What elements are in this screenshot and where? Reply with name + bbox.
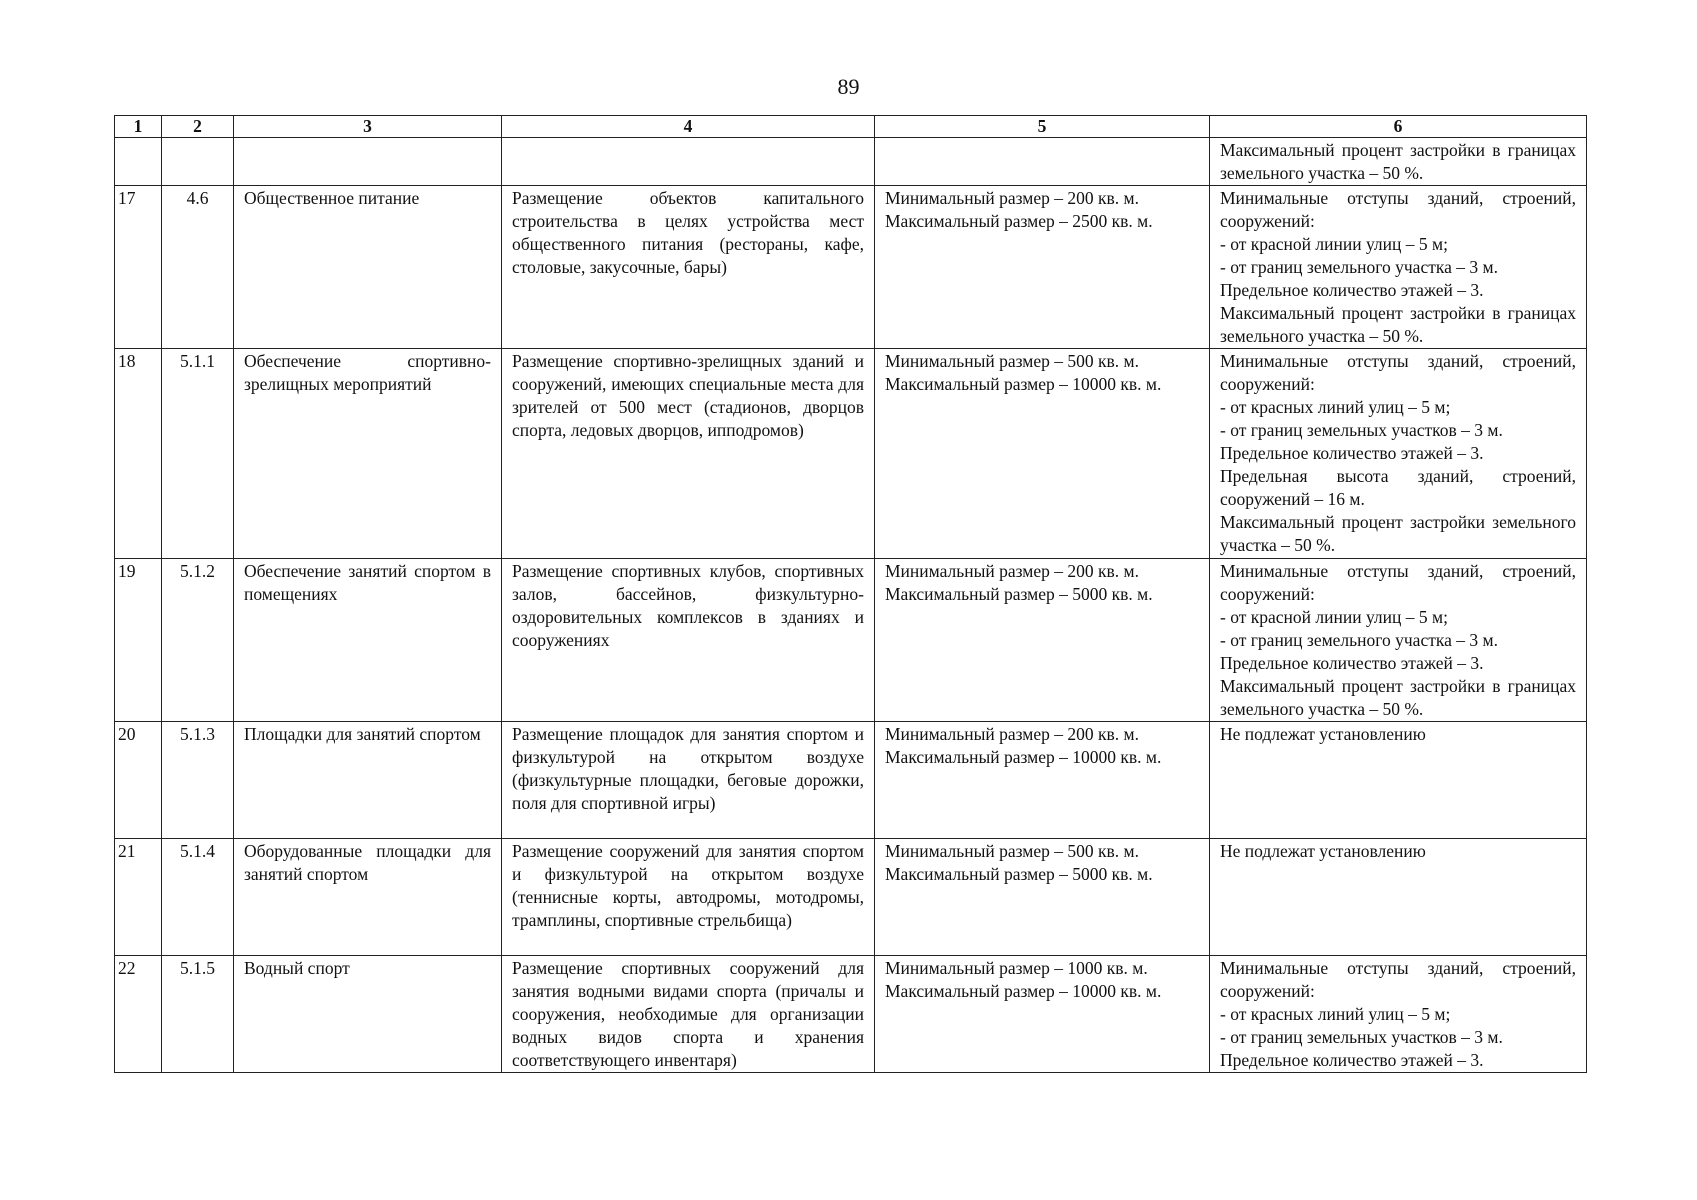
build-param-line: Не подлежат установлению — [1220, 841, 1426, 861]
build-param-line: Предельное количество этажей – 3. — [1220, 1050, 1484, 1070]
use-name-cell — [234, 138, 502, 186]
plot-size-line: Максимальный размер – 10000 кв. м. — [885, 374, 1162, 394]
plot-size-line: Минимальный размер – 500 кв. м. — [885, 351, 1139, 371]
row-number-cell: 21 — [115, 839, 162, 956]
build-params-cell — [1210, 956, 1587, 1073]
build-param-line: Минимальные отступы зданий, строений, сооружений: — [1220, 188, 1576, 231]
build-param-line: - от границ земельного участка – 3 м. — [1220, 630, 1498, 650]
use-name-cell: Обеспечение занятий спортом в помещениях — [234, 559, 502, 722]
table-row — [115, 559, 1587, 722]
build-param-line: - от границ земельных участков – 3 м. — [1220, 1027, 1503, 1047]
plot-size-cell — [875, 722, 1210, 839]
plot-size-cell — [875, 956, 1210, 1073]
build-param-line: - от красной линии улиц – 5 м; — [1220, 234, 1448, 254]
build-param-line: Предельное количество этажей – 3. — [1220, 280, 1484, 300]
use-code-cell: 5.1.5 — [162, 956, 234, 1073]
build-param-line: - от границ земельного участка – 3 м. — [1220, 257, 1498, 277]
use-description-cell: Размещение спортивно-зрелищных зданий и сооружений, имеющих специальные места для зрителей от 500 мест (стадионов, дворцов спорта, ледовых дворцов, ипподромов) — [502, 349, 875, 559]
build-param-line: Не подлежат установлению — [1220, 724, 1426, 744]
row-number-cell: 22 — [115, 956, 162, 1073]
build-param-line: - от красных линий улиц – 5 м; — [1220, 397, 1451, 417]
use-description-cell: Размещение спортивных клубов, спортивных залов, бассейнов, физкультурно-оздоровительных комплексов в зданиях и сооружениях — [502, 559, 875, 722]
plot-size-line: Минимальный размер – 200 кв. м. — [885, 724, 1139, 744]
table-row — [115, 186, 1587, 349]
build-param-line: Предельное количество этажей – 3. — [1220, 653, 1484, 673]
build-params-cell — [1210, 138, 1587, 186]
plot-size-cell — [875, 138, 1210, 186]
build-param-line: Предельная высота зданий, строений, сооружений – 16 м. — [1220, 466, 1576, 509]
build-param-line: - от красной линии улиц – 5 м; — [1220, 607, 1448, 627]
build-param-line: Максимальный процент застройки земельного участка – 50 %. — [1220, 512, 1576, 555]
plot-size-line: Минимальный размер – 500 кв. м. — [885, 841, 1139, 861]
plot-size-cell — [875, 559, 1210, 722]
table-row — [115, 138, 1587, 186]
build-param-line: Минимальные отступы зданий, строений, сооружений: — [1220, 561, 1576, 604]
use-description-cell: Размещение сооружений для занятия спортом и физкультурой на открытом воздухе (теннисные корты, автодромы, мотодромы, трамплины, спортивные стрельбища) — [502, 839, 875, 956]
header-cell: 3 — [234, 116, 502, 138]
use-name-cell: Площадки для занятий спортом — [234, 722, 502, 839]
use-name-cell: Обеспечение спортивно-зрелищных мероприятий — [234, 349, 502, 559]
build-param-line: Максимальный процент застройки в границах земельного участка – 50 %. — [1220, 676, 1576, 719]
table-row — [115, 956, 1587, 1073]
use-code-cell: 5.1.2 — [162, 559, 234, 722]
header-cell: 5 — [875, 116, 1210, 138]
header-cell: 6 — [1210, 116, 1587, 138]
row-number-cell: 17 — [115, 186, 162, 349]
build-param-line: Предельное количество этажей – 3. — [1220, 443, 1484, 463]
build-param-line: Максимальный процент застройки в границах земельного участка – 50 %. — [1220, 303, 1576, 346]
table-row — [115, 722, 1587, 839]
table-row — [115, 349, 1587, 559]
plot-size-line: Максимальный размер – 2500 кв. м. — [885, 211, 1153, 231]
build-params-cell — [1210, 349, 1587, 559]
row-number-cell: 18 — [115, 349, 162, 559]
header-cell: 1 — [115, 116, 162, 138]
use-description-cell: Размещение объектов капитального строительства в целях устройства мест общественного питания (рестораны, кафе, столовые, закусочные, бары) — [502, 186, 875, 349]
plot-size-line: Минимальный размер – 200 кв. м. — [885, 188, 1139, 208]
use-description-cell — [502, 138, 875, 186]
build-param-line: Минимальные отступы зданий, строений, сооружений: — [1220, 958, 1576, 1001]
use-code-cell — [162, 138, 234, 186]
plot-size-line: Максимальный размер – 10000 кв. м. — [885, 747, 1162, 767]
header-cell: 2 — [162, 116, 234, 138]
use-name-cell: Водный спорт — [234, 956, 502, 1073]
use-code-cell: 5.1.4 — [162, 839, 234, 956]
build-param-line: Минимальные отступы зданий, строений, сооружений: — [1220, 351, 1576, 394]
header-cell: 4 — [502, 116, 875, 138]
build-params-cell — [1210, 722, 1587, 839]
build-param-line: - от красных линий улиц – 5 м; — [1220, 1004, 1451, 1024]
plot-size-cell — [875, 186, 1210, 349]
build-param-line: - от границ земельных участков – 3 м. — [1220, 420, 1503, 440]
use-code-cell: 5.1.1 — [162, 349, 234, 559]
page-number: 89 — [837, 74, 860, 99]
row-number-cell — [115, 138, 162, 186]
build-params-cell — [1210, 186, 1587, 349]
use-name-cell: Оборудованные площадки для занятий спортом — [234, 839, 502, 956]
use-code-cell: 4.6 — [162, 186, 234, 349]
plot-size-line: Максимальный размер – 10000 кв. м. — [885, 981, 1162, 1001]
use-description-cell: Размещение площадок для занятия спортом и физкультурой на открытом воздухе (физкультурные площадки, беговые дорожки, поля для спортивной игры) — [502, 722, 875, 839]
plot-size-line: Максимальный размер – 5000 кв. м. — [885, 864, 1153, 884]
row-number-cell: 20 — [115, 722, 162, 839]
plot-size-line: Минимальный размер – 200 кв. м. — [885, 561, 1139, 581]
plot-size-line: Минимальный размер – 1000 кв. м. — [885, 958, 1148, 978]
table-row — [115, 839, 1587, 956]
land-use-table — [114, 115, 1587, 1073]
table-header-row — [115, 116, 1587, 138]
build-param-line: Максимальный процент застройки в границах земельного участка – 50 %. — [1220, 140, 1576, 183]
use-description-cell: Размещение спортивных сооружений для занятия водными видами спорта (причалы и сооружения, необходимые для организации водных видов спорта и хранения соответствующего инвентаря) — [502, 956, 875, 1073]
build-params-cell — [1210, 559, 1587, 722]
plot-size-line: Максимальный размер – 5000 кв. м. — [885, 584, 1153, 604]
plot-size-cell — [875, 349, 1210, 559]
plot-size-cell — [875, 839, 1210, 956]
row-number-cell: 19 — [115, 559, 162, 722]
build-params-cell — [1210, 839, 1587, 956]
use-code-cell: 5.1.3 — [162, 722, 234, 839]
use-name-cell: Общественное питание — [234, 186, 502, 349]
